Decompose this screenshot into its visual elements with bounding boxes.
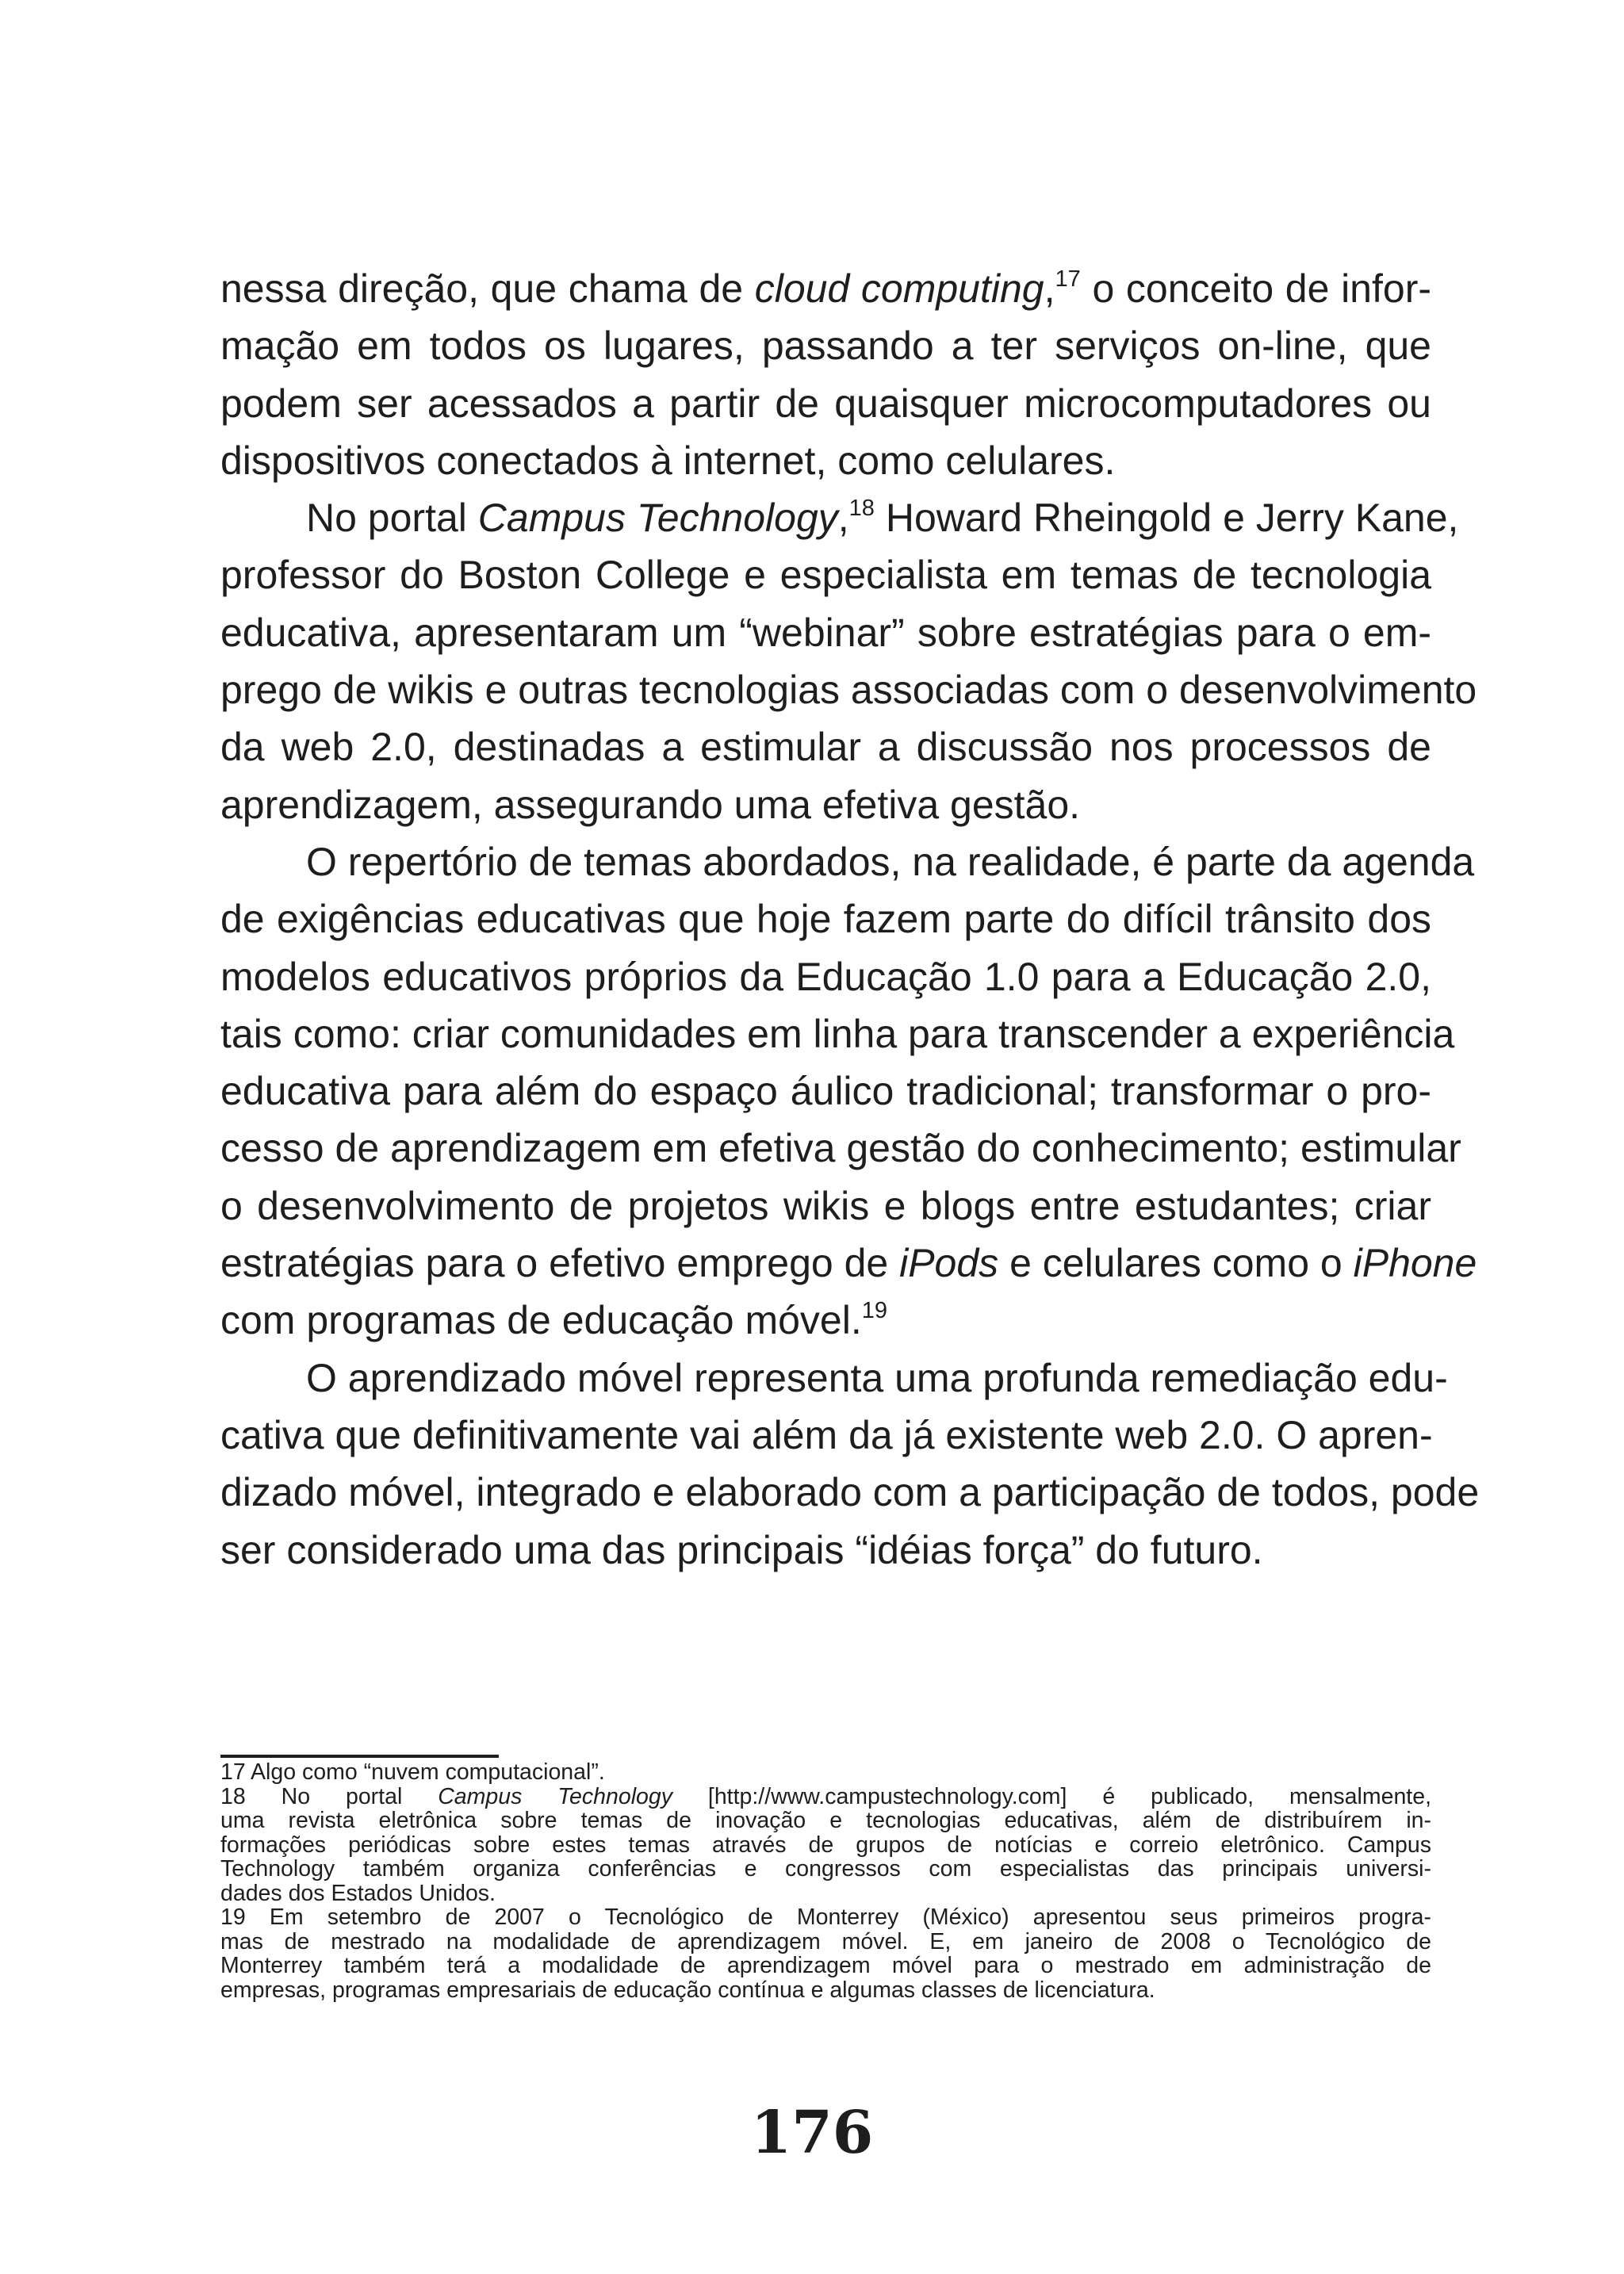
body-text — [220, 260, 1480, 1579]
italic-term: cloud computing — [754, 266, 1044, 311]
text-line — [220, 1235, 1477, 1292]
text-line — [220, 1292, 1431, 1349]
text-line: cativa que definitivamente vai além da já existente web 2.0. O apren- — [220, 1412, 1433, 1457]
footnote-line — [220, 1785, 1431, 1809]
text-line — [220, 489, 1459, 546]
footnote-line: formações periódicas sobre estes temas através de grupos de notícias e correio eletrônico. Campus — [220, 1832, 1431, 1858]
text-span: 18 No portal — [220, 1783, 439, 1809]
text-line: de exigências educativas que hoje fazem parte do difícil trânsito dos — [220, 897, 1431, 942]
text-line: tais como: criar comunidades em linha para transcender a experiência — [220, 1011, 1455, 1056]
text-span: estratégias para o efetivo emprego de — [220, 1241, 900, 1286]
text-line: O aprendizado móvel representa uma profunda remediação edu- — [306, 1355, 1448, 1400]
footnote-line: 19 Em setembro de 2007 o Tecnológico de Monterrey (México) apresentou seus primeiros progra- — [220, 1905, 1431, 1930]
text-line — [220, 260, 1431, 317]
footnote-line: dades dos Estados Unidos. — [220, 1880, 496, 1906]
footnote-line: empresas, programas empresariais de educação contínua e algumas classes de licenciatura. — [220, 1977, 1155, 2003]
page-number: 176 — [750, 2099, 874, 2167]
text-span: com programas de educação móvel. — [220, 1298, 862, 1343]
footnote-separator — [220, 1755, 499, 1758]
footnote-ref[interactable]: 19 — [861, 1298, 888, 1324]
text-line: mação em todos os lugares, passando a ter serviços on-line, que — [220, 323, 1431, 369]
text-span: [http://www.campustechnology.com] é publicado, mensalmente, — [672, 1783, 1431, 1809]
text-line: podem ser acessados a partir de quaisquer microcomputadores ou — [220, 381, 1431, 426]
text-line: o desenvolvimento de projetos wikis e blogs entre estudantes; criar — [220, 1183, 1431, 1228]
footnote-line: mas de mestrado na modalidade de aprendizagem móvel. E, em janeiro de 2008 o Tecnológico de — [220, 1928, 1431, 1954]
footnotes — [220, 1760, 1431, 2002]
text-line: O repertório de temas abordados, na realidade, é parte da agenda — [306, 839, 1475, 884]
text-line: educativa, apresentaram um “webinar” sobre estratégias para o em- — [220, 610, 1431, 655]
footnote-line: 17 Algo como “nuvem computacional”. — [220, 1759, 605, 1785]
text-line: prego de wikis e outras tecnologias associadas com o desenvolvimento — [220, 668, 1477, 713]
text-line: cesso de aprendizagem em efetiva gestão do conhecimento; estimular — [220, 1126, 1461, 1171]
italic-term: Campus Technology — [477, 496, 838, 541]
text-span: nessa direção, que chama de — [220, 266, 755, 311]
italic-term: iPhone — [1353, 1241, 1477, 1286]
footnote-ref[interactable]: 17 — [1055, 266, 1081, 292]
text-line: professor do Boston College e especialista em temas de tecnologia — [220, 553, 1431, 598]
text-span: , — [1044, 266, 1055, 311]
text-span: Howard Rheingold e Jerry Kane, — [874, 496, 1459, 541]
text-line: da web 2.0, destinadas a estimular a discussão nos processos de — [220, 725, 1431, 770]
italic-term: iPods — [899, 1241, 999, 1286]
text-line: aprendizagem, assegurando uma efetiva gestão. — [220, 782, 1081, 827]
footnote-line: uma revista eletrônica sobre temas de inovação e tecnologias educativas, além de distribuírem in- — [220, 1808, 1431, 1833]
text-line: dizado móvel, integrado e elaborado com a participação de todos, pode — [220, 1470, 1480, 1515]
text-span: No portal — [306, 496, 478, 541]
italic-term: Campus Technology — [438, 1783, 672, 1809]
footnote-ref[interactable]: 18 — [848, 496, 875, 522]
text-line: modelos educativos próprios da Educação 1.0 para a Educação 2.0, — [220, 954, 1431, 999]
text-line: dispositivos conectados à internet, como celulares. — [220, 438, 1116, 483]
text-span: , — [837, 496, 849, 541]
text-line: ser considerado uma das principais “idéias força” do futuro. — [220, 1527, 1263, 1572]
text-span: e celulares como o — [998, 1241, 1354, 1286]
text-span: o conceito de infor- — [1080, 266, 1431, 311]
text-line: educativa para além do espaço áulico tradicional; transformar o pro- — [220, 1069, 1431, 1114]
footnote-line: Monterrey também terá a modalidade de aprendizagem móvel para o mestrado em administração de — [220, 1953, 1431, 1978]
footnote-line: Technology também organiza conferências e congressos com especialistas das principais universi- — [220, 1856, 1431, 1882]
